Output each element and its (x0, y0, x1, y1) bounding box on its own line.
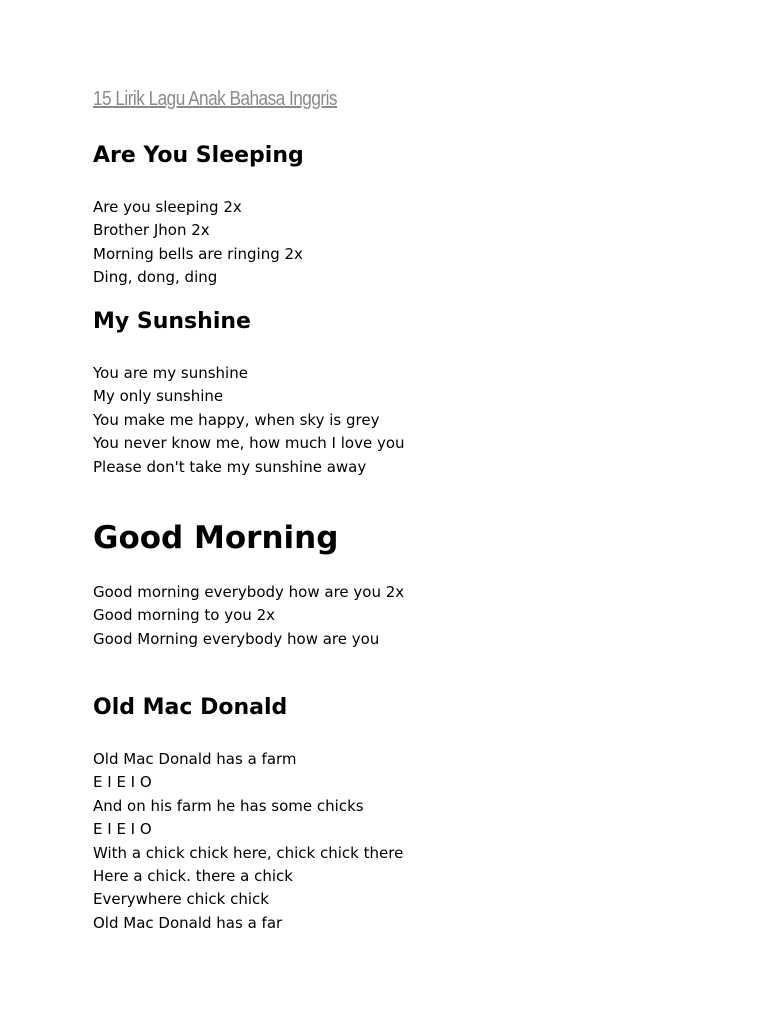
lyric-line: E I E I O (93, 820, 152, 839)
lyric-line: You are my sunshine (93, 364, 248, 382)
lyric-line: You make me happy, when sky is grey (93, 410, 380, 429)
lyric-line: Good morning everybody how are you 2x (93, 583, 405, 601)
lyric-line: And on his farm he has some chicks (93, 796, 364, 815)
lyric-line: Morning bells are ringing 2x (93, 244, 303, 263)
lyric-line: Ding, dong, ding (93, 268, 218, 287)
lyric-line: Old Mac Donald has a farm (93, 750, 297, 768)
lyric-line: Please don't take my sunshine away (93, 457, 367, 476)
lyrics-list (93, 362, 405, 479)
lyric-line: Are you sleeping 2x (93, 198, 242, 216)
song-section-are-you-sleeping (93, 142, 304, 290)
song-heading: Old Mac Donald (93, 695, 288, 720)
lyric-line: You never know me, how much I love you (93, 434, 405, 453)
song-heading: My Sunshine (93, 309, 251, 334)
song-heading: Are You Sleeping (93, 143, 304, 168)
lyrics-list (93, 748, 403, 935)
song-section-my-sunshine (93, 308, 405, 479)
lyric-line: Good morning to you 2x (93, 606, 276, 625)
lyrics-list (93, 196, 304, 290)
song-heading: Good Morning (93, 520, 339, 556)
lyric-line: Here a chick. there a chick (93, 867, 293, 886)
lyric-line: Everywhere chick chick (93, 890, 269, 909)
lyric-line: My only sunshine (93, 387, 224, 406)
lyric-line: Brother Jhon 2x (93, 221, 210, 240)
lyric-line: Old Mac Donald has a far (93, 913, 283, 932)
document-title-link[interactable]: 15 Lirik Lagu Anak Bahasa Inggris (93, 88, 338, 110)
lyric-line: Good Morning everybody how are you (93, 629, 380, 648)
song-section-old-mac-donald (93, 694, 403, 935)
lyrics-list (93, 581, 404, 651)
song-section-good-morning (93, 519, 404, 651)
lyric-line: E I E I O (93, 773, 152, 792)
lyric-line: With a chick chick here, chick chick there (93, 843, 404, 862)
